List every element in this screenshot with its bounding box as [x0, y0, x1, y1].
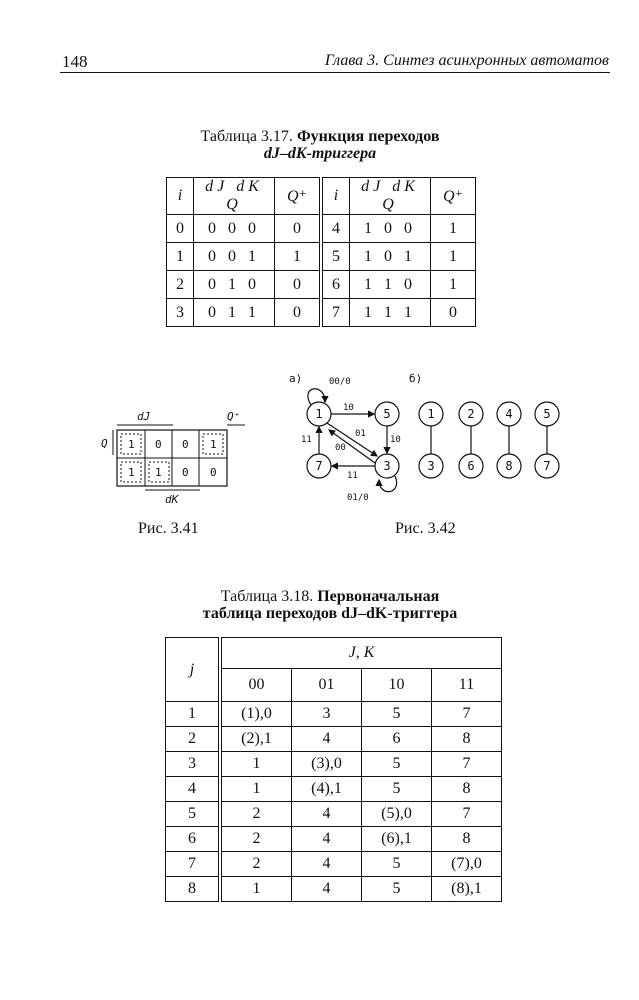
header-j: j	[166, 638, 221, 702]
km-cell: 0	[155, 438, 162, 451]
table-row	[166, 852, 502, 877]
node-label: 5	[383, 407, 391, 421]
column-header: 01	[292, 669, 362, 702]
column-header: 00	[220, 669, 292, 702]
km-cell: 0	[210, 466, 217, 479]
cell: 0 0 0	[194, 215, 275, 243]
cell: 1 1 1	[350, 299, 431, 327]
cell: 2	[166, 727, 221, 752]
header-q: Q⁺	[275, 178, 322, 215]
table-row	[166, 777, 502, 802]
cell: 8	[166, 877, 221, 902]
header-i: i	[167, 178, 194, 215]
cell: 1	[220, 877, 292, 902]
cell: 1 0 0	[350, 215, 431, 243]
cell: 7	[432, 802, 502, 827]
cell: 6	[166, 827, 221, 852]
cell: 4	[292, 802, 362, 827]
cell: 1	[275, 243, 322, 271]
km-cell: 1	[128, 466, 135, 479]
table-row	[166, 827, 502, 852]
table-row	[167, 215, 476, 243]
caption-prefix: Таблица 3.18.	[220, 588, 314, 605]
table-row	[166, 727, 502, 752]
cell: 3	[166, 752, 221, 777]
caption-title: Первоначальная	[317, 588, 440, 605]
cell: 7	[166, 852, 221, 877]
table-3-17	[166, 177, 476, 327]
cell: 7	[432, 702, 502, 727]
cell: 1	[431, 215, 476, 243]
edge-label: 11	[301, 435, 312, 445]
table-3-18	[165, 637, 502, 902]
cell: 5	[321, 243, 350, 271]
cell: 0 1 0	[194, 271, 275, 299]
cell: (1),0	[220, 702, 292, 727]
table-row	[167, 271, 476, 299]
cell: 1	[166, 702, 221, 727]
header-vars: dJ dK Q	[194, 178, 275, 215]
cell: 4	[166, 777, 221, 802]
km-cell: 1	[155, 466, 162, 479]
part-a-label: а)	[289, 372, 303, 385]
cell: 0 1 1	[194, 299, 275, 327]
edge-label: 01	[355, 429, 366, 439]
caption-title-2: dJ–dK-триггера	[263, 145, 377, 162]
cell: (3),0	[292, 752, 362, 777]
header-jk: J, K	[220, 638, 502, 669]
cell: 2	[220, 827, 292, 852]
cell: 1 0 1	[350, 243, 431, 271]
km-cell: 0	[182, 466, 189, 479]
cell: 1	[220, 777, 292, 802]
cell: (2),1	[220, 727, 292, 752]
pair-node: 1	[427, 407, 435, 421]
label-q: Q	[101, 437, 108, 450]
cell: 1	[431, 271, 476, 299]
cell: 1 1 0	[350, 271, 431, 299]
cell: 4	[292, 852, 362, 877]
caption-title: Функция переходов	[296, 128, 440, 145]
cell: (8),1	[432, 877, 502, 902]
column-header: 10	[362, 669, 432, 702]
cell: 5	[166, 802, 221, 827]
table-3-17-caption	[120, 128, 520, 162]
pair-node: 4	[505, 407, 513, 421]
header-q: Q⁺	[431, 178, 476, 215]
karnaugh-map-figure	[95, 405, 255, 510]
cell: 1	[431, 243, 476, 271]
table-3-18-caption	[120, 588, 540, 622]
cell: (6),1	[362, 827, 432, 852]
part-b-label: б)	[409, 372, 423, 385]
edge-label: 01/0	[347, 493, 369, 503]
state-graph-figure	[285, 368, 575, 508]
pair-node: 5	[543, 407, 551, 421]
edge-label: 00	[335, 443, 346, 453]
cell: 1	[220, 752, 292, 777]
table-row	[166, 702, 502, 727]
pair-node: 3	[427, 459, 435, 473]
caption-title-2: таблица переходов dJ–dK-триггера	[202, 605, 458, 622]
cell: (5),0	[362, 802, 432, 827]
km-cell: 1	[210, 438, 217, 451]
table-row	[167, 243, 476, 271]
km-cell: 0	[182, 438, 189, 451]
cell: 0 0 1	[194, 243, 275, 271]
cell: 8	[432, 777, 502, 802]
cell: 0	[167, 215, 194, 243]
edge-label: 10	[343, 403, 354, 413]
cell: 6	[321, 271, 350, 299]
node-label: 1	[315, 407, 323, 421]
cell: 2	[220, 802, 292, 827]
table-row	[167, 299, 476, 327]
cell: 2	[220, 852, 292, 877]
node-label: 3	[383, 459, 391, 473]
label-q-plus: Q⁺	[227, 410, 241, 423]
pair-node: 6	[467, 459, 475, 473]
cell: 5	[362, 702, 432, 727]
cell: 0	[275, 299, 322, 327]
cell: 3	[292, 702, 362, 727]
pair-node: 7	[543, 459, 551, 473]
pair-node: 8	[505, 459, 513, 473]
cell: 5	[362, 752, 432, 777]
cell: 3	[167, 299, 194, 327]
cell: 7	[432, 752, 502, 777]
cell: 5	[362, 877, 432, 902]
cell: 1	[167, 243, 194, 271]
cell: (7),0	[432, 852, 502, 877]
cell: 0	[275, 215, 322, 243]
table-row	[166, 752, 502, 777]
cell: 0	[431, 299, 476, 327]
edge-label: 11	[347, 471, 358, 481]
cell: (4),1	[292, 777, 362, 802]
label-dj: dJ	[137, 410, 151, 423]
cell: 0	[275, 271, 322, 299]
km-cell: 1	[128, 438, 135, 451]
caption-prefix: Таблица 3.17.	[200, 128, 293, 145]
cell: 8	[432, 827, 502, 852]
fig-3-41-caption: Рис. 3.41	[138, 520, 199, 537]
node-label: 7	[315, 459, 323, 473]
cell: 5	[362, 852, 432, 877]
cell: 7	[321, 299, 350, 327]
cell: 4	[292, 877, 362, 902]
cell: 2	[167, 271, 194, 299]
cell: 8	[432, 727, 502, 752]
cell: 5	[362, 777, 432, 802]
edge-label: 00/0	[329, 377, 351, 387]
cell: 4	[292, 827, 362, 852]
cell: 6	[362, 727, 432, 752]
table-row	[166, 877, 502, 902]
running-head: Глава 3. Синтез асинхронных автоматов	[324, 52, 609, 69]
fig-3-42-caption: Рис. 3.42	[395, 520, 456, 537]
header-i: i	[321, 178, 350, 215]
header-vars: dJ dK Q	[350, 178, 431, 215]
label-dk: dK	[165, 493, 179, 506]
page-number: 148	[62, 52, 88, 71]
pair-node: 2	[467, 407, 475, 421]
column-header: 11	[432, 669, 502, 702]
header-rule	[60, 72, 610, 73]
table-row	[166, 802, 502, 827]
cell: 4	[321, 215, 350, 243]
edge-label: 10	[390, 435, 401, 445]
cell: 4	[292, 727, 362, 752]
